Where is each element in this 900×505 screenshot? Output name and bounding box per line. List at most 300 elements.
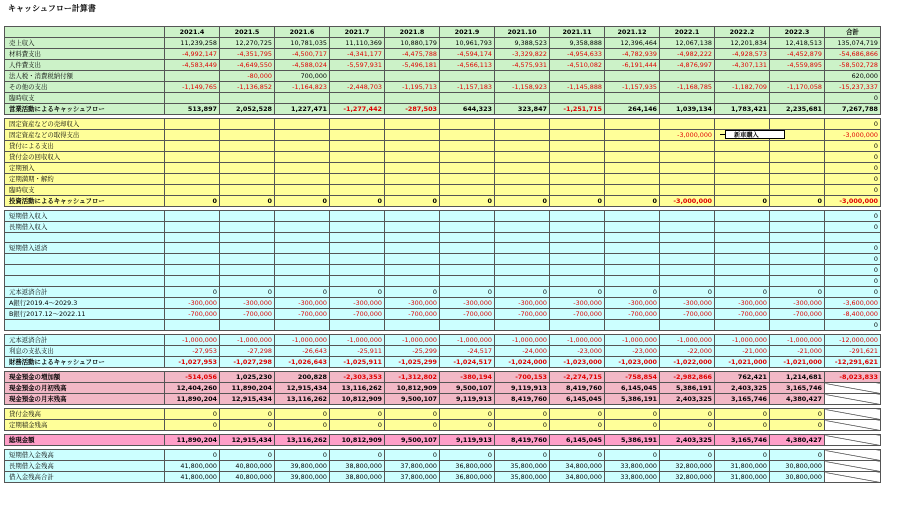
value-cell[interactable] bbox=[385, 163, 440, 174]
value-cell[interactable] bbox=[605, 233, 660, 243]
value-cell[interactable]: -5,597,931 bbox=[330, 60, 385, 71]
value-cell[interactable] bbox=[495, 320, 550, 331]
value-cell[interactable]: 12,396,464 bbox=[605, 38, 660, 49]
column-header[interactable]: 2021.7 bbox=[330, 27, 385, 38]
row-label[interactable]: 元本返済合計 bbox=[5, 335, 165, 346]
value-cell[interactable] bbox=[275, 119, 330, 130]
value-cell[interactable]: 11,239,258 bbox=[165, 38, 220, 49]
value-cell[interactable]: -700,153 bbox=[495, 372, 550, 383]
value-cell[interactable]: -3,329,822 bbox=[495, 49, 550, 60]
value-cell[interactable]: -24,517 bbox=[440, 346, 495, 357]
value-cell[interactable] bbox=[605, 163, 660, 174]
value-cell[interactable] bbox=[275, 93, 330, 104]
value-cell[interactable]: 12,915,434 bbox=[220, 435, 275, 446]
value-cell[interactable]: 40,800,000 bbox=[220, 472, 275, 483]
total-cell[interactable]: -8,023,833 bbox=[825, 372, 881, 383]
value-cell[interactable]: 12,201,834 bbox=[715, 38, 770, 49]
value-cell[interactable]: 6,145,045 bbox=[550, 435, 605, 446]
row-label[interactable] bbox=[5, 320, 165, 331]
value-cell[interactable]: -22,000 bbox=[660, 346, 715, 357]
value-cell[interactable]: -300,000 bbox=[605, 298, 660, 309]
value-cell[interactable]: -300,000 bbox=[385, 298, 440, 309]
value-cell[interactable]: -4,510,082 bbox=[550, 60, 605, 71]
value-cell[interactable] bbox=[330, 174, 385, 185]
total-cell[interactable]: 0 bbox=[825, 163, 881, 174]
value-cell[interactable]: 30,800,000 bbox=[770, 472, 825, 483]
value-cell[interactable]: -700,000 bbox=[605, 309, 660, 320]
value-cell[interactable]: 0 bbox=[550, 409, 605, 420]
value-cell[interactable]: -300,000 bbox=[275, 298, 330, 309]
value-cell[interactable]: -300,000 bbox=[330, 298, 385, 309]
value-cell[interactable]: 10,880,179 bbox=[385, 38, 440, 49]
value-cell[interactable]: -4,982,222 bbox=[660, 49, 715, 60]
value-cell[interactable]: 3,165,746 bbox=[715, 394, 770, 405]
value-cell[interactable]: -25,911 bbox=[330, 346, 385, 357]
value-cell[interactable]: -4,583,449 bbox=[165, 60, 220, 71]
value-cell[interactable]: 37,800,000 bbox=[385, 472, 440, 483]
value-cell[interactable] bbox=[715, 93, 770, 104]
value-cell[interactable]: -1,312,802 bbox=[385, 372, 440, 383]
value-cell[interactable] bbox=[550, 243, 605, 254]
value-cell[interactable] bbox=[550, 93, 605, 104]
value-cell[interactable]: 8,419,760 bbox=[495, 394, 550, 405]
value-cell[interactable]: 0 bbox=[330, 196, 385, 207]
total-cell[interactable]: -291,621 bbox=[825, 346, 881, 357]
value-cell[interactable]: -27,298 bbox=[220, 346, 275, 357]
value-cell[interactable]: 35,800,000 bbox=[495, 461, 550, 472]
row-label[interactable]: 貸付金の回収収入 bbox=[5, 152, 165, 163]
value-cell[interactable] bbox=[220, 130, 275, 141]
value-cell[interactable] bbox=[770, 152, 825, 163]
value-cell[interactable]: 32,800,000 bbox=[660, 472, 715, 483]
value-cell[interactable] bbox=[385, 130, 440, 141]
value-cell[interactable] bbox=[495, 265, 550, 276]
value-cell[interactable] bbox=[330, 130, 385, 141]
value-cell[interactable] bbox=[715, 119, 770, 130]
value-cell[interactable] bbox=[275, 233, 330, 243]
value-cell[interactable]: -1,164,823 bbox=[275, 82, 330, 93]
value-cell[interactable]: -700,000 bbox=[715, 309, 770, 320]
column-header[interactable]: 2021.4 bbox=[165, 27, 220, 38]
value-cell[interactable]: 0 bbox=[165, 409, 220, 420]
row-label[interactable]: 売上収入 bbox=[5, 38, 165, 49]
total-cell[interactable]: 0 bbox=[825, 152, 881, 163]
value-cell[interactable] bbox=[660, 320, 715, 331]
value-cell[interactable] bbox=[495, 174, 550, 185]
value-cell[interactable] bbox=[440, 222, 495, 233]
value-cell[interactable]: 0 bbox=[330, 420, 385, 431]
row-label[interactable]: 現金預金の月初残高 bbox=[5, 383, 165, 394]
value-cell[interactable]: 9,119,913 bbox=[440, 435, 495, 446]
value-cell[interactable]: -1,157,183 bbox=[440, 82, 495, 93]
total-cell[interactable]: 0 bbox=[825, 185, 881, 196]
value-cell[interactable]: 0 bbox=[385, 450, 440, 461]
value-cell[interactable] bbox=[385, 93, 440, 104]
value-cell[interactable]: 12,915,434 bbox=[275, 383, 330, 394]
value-cell[interactable] bbox=[660, 163, 715, 174]
value-cell[interactable] bbox=[165, 93, 220, 104]
value-cell[interactable]: 0 bbox=[220, 409, 275, 420]
total-cell[interactable]: 620,000 bbox=[825, 71, 881, 82]
value-cell[interactable] bbox=[660, 243, 715, 254]
value-cell[interactable]: 644,323 bbox=[440, 104, 495, 115]
value-cell[interactable]: -1,026,643 bbox=[275, 357, 330, 368]
value-cell[interactable] bbox=[605, 174, 660, 185]
value-cell[interactable] bbox=[660, 222, 715, 233]
value-cell[interactable]: 0 bbox=[330, 450, 385, 461]
value-cell[interactable]: 0 bbox=[605, 450, 660, 461]
value-cell[interactable] bbox=[330, 320, 385, 331]
value-cell[interactable] bbox=[385, 185, 440, 196]
value-cell[interactable]: 9,500,107 bbox=[385, 394, 440, 405]
row-label[interactable]: 貸付金残高 bbox=[5, 409, 165, 420]
value-cell[interactable]: -4,475,788 bbox=[385, 49, 440, 60]
value-cell[interactable] bbox=[330, 93, 385, 104]
total-cell[interactable]: 135,074,719 bbox=[825, 38, 881, 49]
value-cell[interactable]: 32,800,000 bbox=[660, 461, 715, 472]
value-cell[interactable] bbox=[550, 119, 605, 130]
value-cell[interactable]: 9,358,888 bbox=[550, 38, 605, 49]
value-cell[interactable]: 0 bbox=[770, 450, 825, 461]
value-cell[interactable]: -1,021,000 bbox=[770, 357, 825, 368]
value-cell[interactable] bbox=[605, 152, 660, 163]
value-cell[interactable] bbox=[275, 211, 330, 222]
value-cell[interactable]: -380,194 bbox=[440, 372, 495, 383]
total-cell[interactable]: 0 bbox=[825, 265, 881, 276]
value-cell[interactable] bbox=[605, 211, 660, 222]
value-cell[interactable]: 762,421 bbox=[715, 372, 770, 383]
value-cell[interactable]: 0 bbox=[220, 420, 275, 431]
value-cell[interactable]: 33,800,000 bbox=[605, 472, 660, 483]
column-header[interactable]: 2021.8 bbox=[385, 27, 440, 38]
value-cell[interactable] bbox=[165, 222, 220, 233]
value-cell[interactable] bbox=[165, 320, 220, 331]
value-cell[interactable]: 8,419,760 bbox=[495, 435, 550, 446]
value-cell[interactable] bbox=[165, 119, 220, 130]
value-cell[interactable]: 6,145,045 bbox=[605, 383, 660, 394]
value-cell[interactable] bbox=[770, 141, 825, 152]
value-cell[interactable] bbox=[770, 276, 825, 287]
value-cell[interactable]: 0 bbox=[715, 420, 770, 431]
value-cell[interactable]: 1,227,471 bbox=[275, 104, 330, 115]
value-cell[interactable] bbox=[385, 254, 440, 265]
value-cell[interactable] bbox=[715, 163, 770, 174]
value-cell[interactable] bbox=[715, 233, 770, 243]
total-cell[interactable]: 0 bbox=[825, 320, 881, 331]
value-cell[interactable] bbox=[165, 211, 220, 222]
value-cell[interactable]: 700,000 bbox=[275, 71, 330, 82]
value-cell[interactable]: -1,027,298 bbox=[220, 357, 275, 368]
value-cell[interactable]: -4,452,879 bbox=[770, 49, 825, 60]
value-cell[interactable]: 9,119,913 bbox=[440, 394, 495, 405]
value-cell[interactable] bbox=[330, 254, 385, 265]
value-cell[interactable]: 10,812,909 bbox=[330, 435, 385, 446]
value-cell[interactable]: 11,890,204 bbox=[220, 383, 275, 394]
value-cell[interactable] bbox=[550, 211, 605, 222]
value-cell[interactable]: -1,023,000 bbox=[605, 357, 660, 368]
value-cell[interactable] bbox=[385, 233, 440, 243]
value-cell[interactable]: -700,000 bbox=[330, 309, 385, 320]
value-cell[interactable]: -26,643 bbox=[275, 346, 330, 357]
value-cell[interactable] bbox=[770, 233, 825, 243]
value-cell[interactable]: -1,000,000 bbox=[385, 335, 440, 346]
value-cell[interactable]: -2,448,703 bbox=[330, 82, 385, 93]
total-cell[interactable]: 0 bbox=[825, 287, 881, 298]
value-cell[interactable] bbox=[275, 141, 330, 152]
value-cell[interactable]: 0 bbox=[440, 450, 495, 461]
value-cell[interactable]: -300,000 bbox=[440, 298, 495, 309]
value-cell[interactable]: -700,000 bbox=[220, 309, 275, 320]
value-cell[interactable] bbox=[495, 141, 550, 152]
value-cell[interactable]: 0 bbox=[605, 287, 660, 298]
value-cell[interactable]: 36,800,000 bbox=[440, 461, 495, 472]
value-cell[interactable]: -1,021,000 bbox=[715, 357, 770, 368]
row-label[interactable]: A銀行2019.4～2029.3 bbox=[5, 298, 165, 309]
value-cell[interactable]: 0 bbox=[440, 420, 495, 431]
value-cell[interactable]: -300,000 bbox=[550, 298, 605, 309]
total-cell[interactable]: -3,600,000 bbox=[825, 298, 881, 309]
value-cell[interactable]: -700,000 bbox=[770, 309, 825, 320]
total-cell[interactable] bbox=[825, 420, 881, 431]
value-cell[interactable]: 9,500,107 bbox=[440, 383, 495, 394]
value-cell[interactable]: -287,503 bbox=[385, 104, 440, 115]
value-cell[interactable] bbox=[660, 185, 715, 196]
value-cell[interactable]: 0 bbox=[660, 420, 715, 431]
value-cell[interactable] bbox=[495, 119, 550, 130]
value-cell[interactable]: -1,000,000 bbox=[715, 335, 770, 346]
value-cell[interactable]: 2,052,528 bbox=[220, 104, 275, 115]
value-cell[interactable]: 0 bbox=[605, 420, 660, 431]
value-cell[interactable] bbox=[440, 141, 495, 152]
value-cell[interactable] bbox=[275, 254, 330, 265]
value-cell[interactable]: 0 bbox=[385, 196, 440, 207]
value-cell[interactable] bbox=[165, 233, 220, 243]
value-cell[interactable] bbox=[605, 243, 660, 254]
total-cell[interactable]: -12,000,000 bbox=[825, 335, 881, 346]
value-cell[interactable] bbox=[220, 233, 275, 243]
value-cell[interactable]: 1,214,681 bbox=[770, 372, 825, 383]
value-cell[interactable]: 9,119,913 bbox=[495, 383, 550, 394]
value-cell[interactable]: 12,270,725 bbox=[220, 38, 275, 49]
value-cell[interactable]: 38,800,000 bbox=[330, 472, 385, 483]
value-cell[interactable] bbox=[330, 185, 385, 196]
value-cell[interactable]: -1,182,709 bbox=[715, 82, 770, 93]
value-cell[interactable] bbox=[330, 211, 385, 222]
value-cell[interactable]: -1,168,785 bbox=[660, 82, 715, 93]
value-cell[interactable] bbox=[385, 320, 440, 331]
value-cell[interactable] bbox=[715, 141, 770, 152]
column-header[interactable]: 2021.12 bbox=[605, 27, 660, 38]
total-cell[interactable] bbox=[825, 435, 881, 446]
value-cell[interactable]: -1,136,852 bbox=[220, 82, 275, 93]
value-cell[interactable] bbox=[385, 222, 440, 233]
value-cell[interactable]: -4,307,131 bbox=[715, 60, 770, 71]
value-cell[interactable] bbox=[165, 174, 220, 185]
value-cell[interactable]: 0 bbox=[275, 450, 330, 461]
value-cell[interactable]: -1,277,442 bbox=[330, 104, 385, 115]
value-cell[interactable]: -1,000,000 bbox=[220, 335, 275, 346]
value-cell[interactable] bbox=[550, 130, 605, 141]
value-cell[interactable] bbox=[220, 211, 275, 222]
value-cell[interactable] bbox=[330, 71, 385, 82]
value-cell[interactable]: -4,876,997 bbox=[660, 60, 715, 71]
value-cell[interactable] bbox=[605, 93, 660, 104]
row-label[interactable]: 材料費支出 bbox=[5, 49, 165, 60]
value-cell[interactable] bbox=[605, 185, 660, 196]
value-cell[interactable]: -25,299 bbox=[385, 346, 440, 357]
value-cell[interactable]: 13,116,262 bbox=[275, 435, 330, 446]
value-cell[interactable] bbox=[770, 119, 825, 130]
value-cell[interactable] bbox=[495, 163, 550, 174]
value-cell[interactable] bbox=[770, 320, 825, 331]
row-label[interactable]: 貸付による支出 bbox=[5, 141, 165, 152]
total-cell[interactable]: 0 bbox=[825, 243, 881, 254]
value-cell[interactable] bbox=[550, 320, 605, 331]
value-cell[interactable]: 12,418,513 bbox=[770, 38, 825, 49]
value-cell[interactable]: 0 bbox=[385, 409, 440, 420]
value-cell[interactable] bbox=[275, 320, 330, 331]
value-cell[interactable] bbox=[165, 265, 220, 276]
value-cell[interactable]: -4,500,717 bbox=[275, 49, 330, 60]
total-cell[interactable] bbox=[825, 450, 881, 461]
row-label[interactable]: 財務活動によるキャッシュフロー bbox=[5, 357, 165, 368]
row-label[interactable]: B銀行2017.12～2022.11 bbox=[5, 309, 165, 320]
value-cell[interactable]: 10,812,909 bbox=[330, 394, 385, 405]
value-cell[interactable]: 0 bbox=[385, 287, 440, 298]
value-cell[interactable]: 0 bbox=[165, 420, 220, 431]
value-cell[interactable] bbox=[660, 71, 715, 82]
value-cell[interactable] bbox=[605, 276, 660, 287]
row-label[interactable]: 法人税・消費税納付額 bbox=[5, 71, 165, 82]
value-cell[interactable]: 0 bbox=[165, 450, 220, 461]
value-cell[interactable]: -1,000,000 bbox=[605, 335, 660, 346]
value-cell[interactable] bbox=[275, 222, 330, 233]
value-cell[interactable]: 0 bbox=[660, 287, 715, 298]
value-cell[interactable] bbox=[275, 152, 330, 163]
value-cell[interactable] bbox=[660, 254, 715, 265]
value-cell[interactable] bbox=[770, 185, 825, 196]
value-cell[interactable] bbox=[770, 243, 825, 254]
value-cell[interactable]: 0 bbox=[495, 450, 550, 461]
value-cell[interactable]: 9,388,523 bbox=[495, 38, 550, 49]
value-cell[interactable] bbox=[660, 119, 715, 130]
value-cell[interactable]: 0 bbox=[385, 420, 440, 431]
value-cell[interactable] bbox=[660, 276, 715, 287]
total-cell[interactable]: 0 bbox=[825, 174, 881, 185]
value-cell[interactable]: 0 bbox=[550, 420, 605, 431]
value-cell[interactable] bbox=[605, 254, 660, 265]
value-cell[interactable] bbox=[715, 71, 770, 82]
value-cell[interactable] bbox=[715, 254, 770, 265]
value-cell[interactable] bbox=[440, 174, 495, 185]
value-cell[interactable]: 0 bbox=[770, 420, 825, 431]
value-cell[interactable] bbox=[605, 222, 660, 233]
value-cell[interactable]: 13,116,262 bbox=[330, 383, 385, 394]
value-cell[interactable] bbox=[715, 320, 770, 331]
value-cell[interactable] bbox=[330, 152, 385, 163]
total-cell[interactable] bbox=[825, 394, 881, 405]
value-cell[interactable]: 9,500,107 bbox=[385, 435, 440, 446]
value-cell[interactable] bbox=[770, 174, 825, 185]
value-cell[interactable] bbox=[165, 141, 220, 152]
value-cell[interactable]: 0 bbox=[330, 287, 385, 298]
value-cell[interactable]: 6,145,045 bbox=[550, 394, 605, 405]
row-label[interactable]: 現金預金の月末残高 bbox=[5, 394, 165, 405]
value-cell[interactable] bbox=[550, 152, 605, 163]
value-cell[interactable]: 0 bbox=[275, 409, 330, 420]
total-cell[interactable]: -54,686,866 bbox=[825, 49, 881, 60]
value-cell[interactable] bbox=[275, 174, 330, 185]
value-cell[interactable] bbox=[440, 185, 495, 196]
value-cell[interactable]: -300,000 bbox=[165, 298, 220, 309]
value-cell[interactable] bbox=[550, 254, 605, 265]
value-cell[interactable] bbox=[385, 174, 440, 185]
value-cell[interactable]: -300,000 bbox=[770, 298, 825, 309]
value-cell[interactable] bbox=[440, 93, 495, 104]
value-cell[interactable] bbox=[550, 141, 605, 152]
header-blank-cell[interactable] bbox=[5, 27, 165, 38]
value-cell[interactable]: -1,000,000 bbox=[440, 335, 495, 346]
value-cell[interactable] bbox=[330, 141, 385, 152]
value-cell[interactable] bbox=[165, 163, 220, 174]
value-cell[interactable]: 5,386,191 bbox=[660, 383, 715, 394]
value-cell[interactable] bbox=[275, 185, 330, 196]
value-cell[interactable] bbox=[275, 163, 330, 174]
value-cell[interactable] bbox=[715, 185, 770, 196]
value-cell[interactable] bbox=[385, 243, 440, 254]
value-cell[interactable]: -1,000,000 bbox=[275, 335, 330, 346]
value-cell[interactable]: 4,380,427 bbox=[770, 435, 825, 446]
value-cell[interactable] bbox=[550, 222, 605, 233]
value-cell[interactable]: -1,027,953 bbox=[165, 357, 220, 368]
value-cell[interactable]: 40,800,000 bbox=[220, 461, 275, 472]
value-cell[interactable]: -700,000 bbox=[495, 309, 550, 320]
value-cell[interactable] bbox=[330, 233, 385, 243]
value-cell[interactable]: -300,000 bbox=[660, 298, 715, 309]
value-cell[interactable] bbox=[220, 254, 275, 265]
value-cell[interactable] bbox=[605, 320, 660, 331]
value-cell[interactable] bbox=[385, 152, 440, 163]
value-cell[interactable]: -700,000 bbox=[440, 309, 495, 320]
value-cell[interactable] bbox=[715, 276, 770, 287]
value-cell[interactable] bbox=[715, 174, 770, 185]
value-cell[interactable]: 41,800,000 bbox=[165, 472, 220, 483]
value-cell[interactable] bbox=[440, 152, 495, 163]
value-cell[interactable]: 0 bbox=[605, 409, 660, 420]
value-cell[interactable]: 3,165,746 bbox=[715, 435, 770, 446]
value-cell[interactable] bbox=[660, 233, 715, 243]
row-label[interactable]: 固定資産などの売却収入 bbox=[5, 119, 165, 130]
value-cell[interactable]: -21,000 bbox=[715, 346, 770, 357]
row-label[interactable]: 臨時収支 bbox=[5, 93, 165, 104]
value-cell[interactable]: 37,800,000 bbox=[385, 461, 440, 472]
row-label[interactable] bbox=[5, 265, 165, 276]
value-cell[interactable]: -1,025,911 bbox=[330, 357, 385, 368]
row-label[interactable]: 短期借入返済 bbox=[5, 243, 165, 254]
value-cell[interactable]: -4,649,550 bbox=[220, 60, 275, 71]
value-cell[interactable] bbox=[440, 211, 495, 222]
value-cell[interactable] bbox=[220, 163, 275, 174]
value-cell[interactable]: 0 bbox=[330, 409, 385, 420]
row-label[interactable]: 短期借入収入 bbox=[5, 211, 165, 222]
value-cell[interactable]: 0 bbox=[550, 196, 605, 207]
value-cell[interactable]: 34,800,000 bbox=[550, 461, 605, 472]
value-cell[interactable]: -1,170,058 bbox=[770, 82, 825, 93]
column-header[interactable]: 2021.11 bbox=[550, 27, 605, 38]
value-cell[interactable] bbox=[495, 130, 550, 141]
value-cell[interactable] bbox=[495, 93, 550, 104]
value-cell[interactable] bbox=[220, 141, 275, 152]
